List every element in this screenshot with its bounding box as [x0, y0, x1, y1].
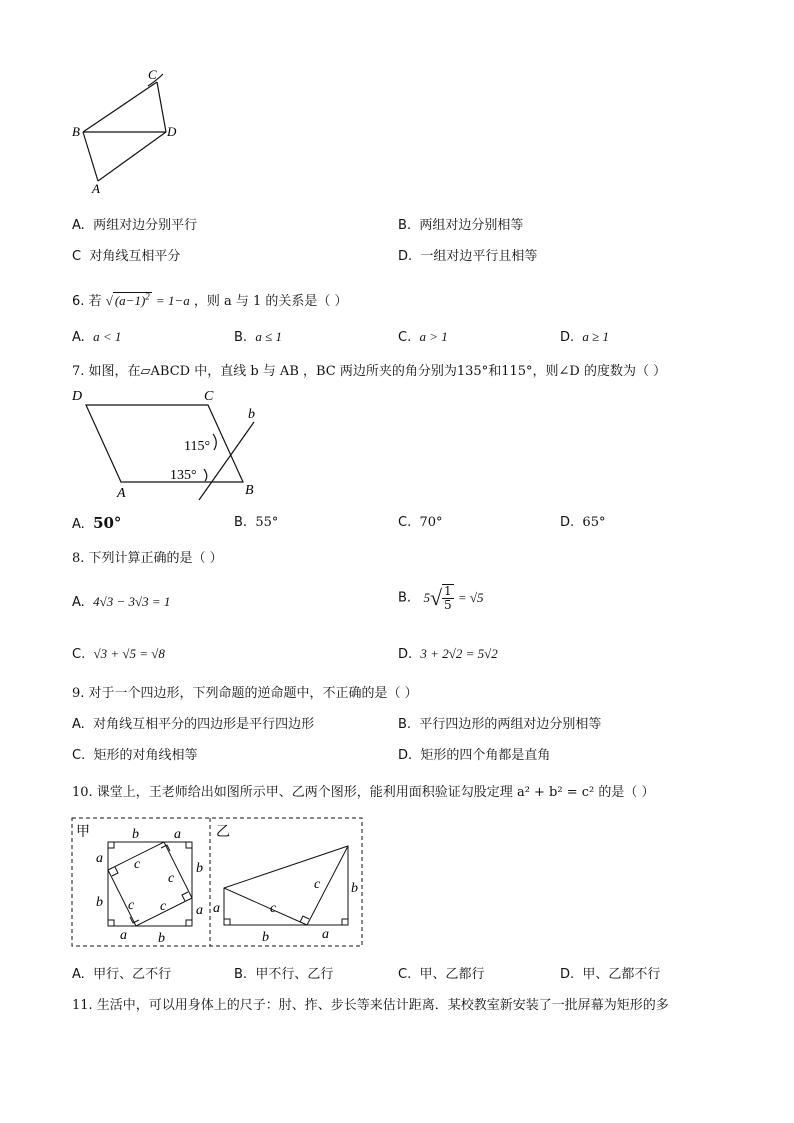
option-text: 对角线互相平分 — [89, 249, 181, 264]
q10-pythagoras-figure — [70, 816, 364, 950]
option-text: 3 + 2√2 = 5√2 — [420, 646, 498, 661]
label-c: c — [160, 899, 167, 914]
label-c: c — [134, 857, 141, 872]
option-text: 矩形的对角线相等 — [93, 748, 198, 763]
label-b: B — [72, 124, 80, 139]
option-text: √3 + √5 = √8 — [93, 646, 165, 661]
q10-option-a[interactable] — [72, 963, 171, 982]
q8-option-b[interactable] — [398, 584, 484, 612]
option-letter: D. — [560, 967, 575, 982]
label-b: b — [96, 895, 103, 910]
option-letter: B. — [234, 967, 248, 982]
q6-post: ，则 a 与 1 的关系是（ ） — [193, 294, 348, 309]
option-text: 甲不行、乙行 — [255, 967, 334, 982]
label-a: a — [196, 903, 203, 918]
option-letter: C. — [72, 647, 86, 662]
label-b: b — [262, 930, 269, 945]
option-coef: 5 — [423, 590, 430, 605]
label-a: a — [120, 928, 127, 943]
option-text: 65° — [582, 515, 606, 530]
q6-option-c[interactable] — [398, 329, 448, 345]
option-text: 两组对边分别平行 — [93, 218, 198, 233]
option-rhs: = √5 — [457, 590, 484, 605]
option-letter: B. — [398, 590, 412, 606]
option-letter: B. — [398, 218, 412, 233]
label-b: b — [196, 861, 203, 876]
option-text: 55° — [255, 515, 279, 530]
q5-option-a[interactable] — [72, 214, 197, 233]
label-b: B — [245, 483, 254, 498]
option-text: 一组对边平行且相等 — [420, 249, 538, 264]
option-letter: A. — [72, 967, 85, 982]
q8-option-c[interactable] — [72, 646, 165, 662]
option-letter: D. — [560, 330, 575, 345]
option-letter: A. — [72, 517, 85, 532]
option-text: 矩形的四个角都是直角 — [420, 748, 551, 763]
option-text: 甲、乙都不行 — [582, 967, 661, 982]
option-letter: B. — [398, 717, 412, 732]
option-letter: D. — [398, 748, 413, 763]
q9-option-d[interactable] — [398, 744, 550, 763]
option-letter: D. — [398, 249, 413, 264]
option-letter: D. — [398, 647, 413, 662]
q10-stem: 10. 课堂上，王老师给出如图所示甲、乙两个图形，能利用面积验证勾股定理 a² + b² = c² 的是（ ） — [72, 785, 655, 800]
q6-rhs: = 1−a — [155, 293, 190, 308]
q9-stem: 9. 对于一个四边形，下列命题的逆命题中，不正确的是（ ） — [72, 686, 418, 701]
q8-option-d[interactable] — [398, 646, 498, 662]
q6-radicand: (a−1) — [114, 293, 146, 308]
q6-option-d[interactable] — [560, 329, 609, 345]
fig-jia-label: 甲 — [76, 825, 90, 840]
label-d: D — [72, 389, 83, 404]
q6-exponent: 2 — [145, 291, 150, 302]
q10-option-b[interactable] — [234, 963, 333, 982]
fraction-denominator: 5 — [444, 598, 452, 612]
q7-option-d[interactable] — [560, 515, 605, 530]
option-letter: A. — [72, 717, 85, 732]
q6-option-a[interactable] — [72, 329, 121, 345]
construction-figure — [60, 62, 200, 202]
q6-sqrt: √ $(a-1)^2$ — [105, 291, 150, 308]
q7-option-b[interactable] — [234, 515, 278, 530]
q7-option-c[interactable] — [398, 515, 443, 530]
fraction-numerator: 1 — [444, 584, 452, 598]
sqrt-sign: √ — [429, 585, 443, 610]
option-letter: C. — [72, 748, 86, 763]
fraction — [442, 584, 454, 612]
option-letter: C. — [398, 515, 412, 530]
question-number: 6. — [72, 294, 85, 309]
option-text: a > 1 — [419, 329, 448, 344]
label-c: c — [168, 871, 175, 886]
option-text: a ≤ 1 — [255, 329, 282, 344]
option-text: 对角线互相平分的四边形是平行四边形 — [93, 717, 315, 732]
label-b: b — [351, 881, 358, 896]
label-a: A — [92, 181, 100, 196]
q9-option-b[interactable] — [398, 713, 601, 732]
option-letter: C. — [398, 967, 412, 982]
q5-option-d[interactable] — [398, 245, 537, 264]
label-b-line: b — [248, 407, 255, 422]
option-text: 两组对边分别相等 — [419, 218, 524, 233]
label-c: c — [314, 877, 321, 892]
option-text: 甲、乙都行 — [419, 967, 485, 982]
q8-option-a[interactable] — [72, 594, 170, 610]
label-a: a — [322, 927, 329, 942]
q10-option-c[interactable] — [398, 963, 485, 982]
option-text: 平行四边形的两组对边分别相等 — [419, 717, 602, 732]
label-c: C — [148, 67, 157, 82]
option-text: a ≥ 1 — [582, 329, 610, 344]
label-a: a — [96, 851, 103, 866]
label-a: a — [174, 827, 181, 842]
q11-stem: 11. 生活中，可以用身体上的尺子：肘、拃、步长等来估计距离．某校教室新安装了一批屏幕为矩形的多 — [72, 998, 669, 1013]
q7-parallelogram-figure — [66, 384, 276, 502]
label-d: D — [167, 124, 177, 139]
q7-option-a[interactable] — [72, 514, 121, 532]
option-letter: C. — [398, 330, 412, 345]
label-c: C — [204, 389, 214, 404]
option-text: 50° — [93, 514, 122, 532]
fig-yi-label: 乙 — [216, 825, 230, 840]
label-a: A — [117, 486, 126, 501]
label-c: c — [270, 901, 277, 916]
q6-option-b[interactable] — [234, 329, 282, 345]
label-b: b — [132, 827, 139, 842]
q9-option-a[interactable] — [72, 713, 314, 732]
option-letter: A. — [72, 218, 85, 233]
q6-stem — [72, 290, 348, 309]
q9-option-c[interactable] — [72, 744, 198, 763]
q5-option-c[interactable] — [72, 245, 180, 264]
angle-135: 135° — [170, 468, 197, 483]
q5-option-b[interactable] — [398, 214, 523, 233]
option-text: a < 1 — [93, 329, 122, 344]
option-text: 4√3 − 3√3 = 1 — [93, 594, 171, 609]
q8-stem: 8. 下列计算正确的是（ ） — [72, 551, 223, 566]
label-b: b — [158, 931, 165, 946]
option-text: 70° — [419, 515, 443, 530]
option-letter: C — [72, 249, 82, 264]
option-letter: D. — [560, 515, 575, 530]
option-letter: B. — [234, 515, 248, 530]
q7-stem: 7. 如图，在▱ABCD 中，直线 b 与 AB ，BC 两边所夹的角分别为135°和115°，则∠D 的度数为（ ） — [72, 364, 667, 379]
q10-option-d[interactable] — [560, 963, 660, 982]
option-letter: B. — [234, 330, 248, 345]
angle-115: 115° — [184, 439, 211, 454]
q6-pre: 若 — [88, 294, 102, 309]
option-letter: A. — [72, 330, 85, 345]
label-c: c — [128, 898, 135, 913]
option-text: 甲行、乙不行 — [93, 967, 172, 982]
label-a: a — [213, 901, 220, 916]
option-letter: A. — [72, 595, 85, 610]
